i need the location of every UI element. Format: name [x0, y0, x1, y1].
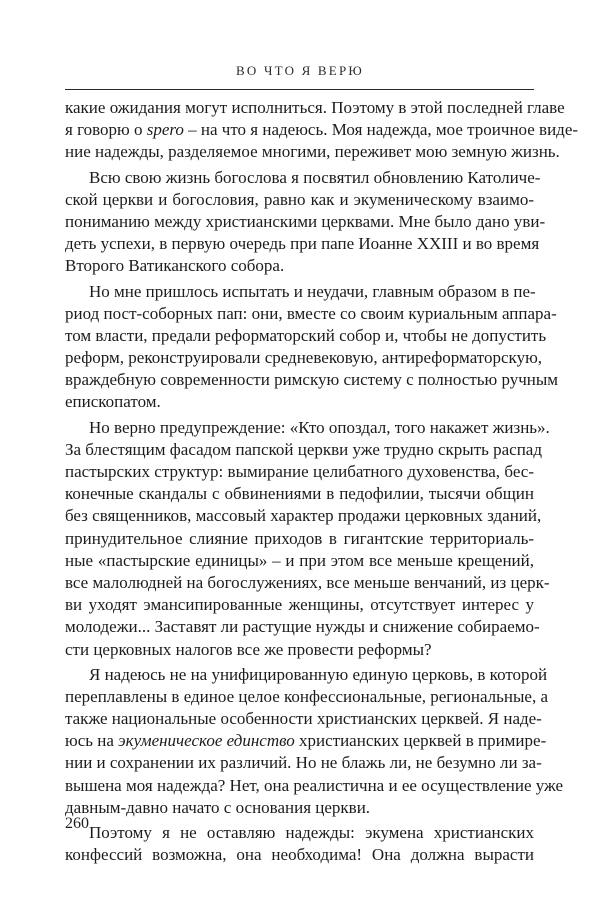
text-line: пониманию между христианскими церквами. Мне было дано уви- — [65, 211, 546, 231]
body-text — [65, 97, 579, 866]
running-head: ВО ЧТО Я ВЕРЮ — [236, 63, 364, 78]
text-line: конечные скандалы с обвинениями в педофилии, тысячи общин — [65, 484, 534, 504]
text-line: молодежи... Заставят ли растущие нужды и снижение собираемо- — [65, 617, 540, 637]
text-line: переплавлены в единое целое конфессиональные, региональные, а — [65, 686, 549, 706]
paragraph — [65, 281, 559, 414]
text-line: епископатом. — [65, 392, 161, 412]
text-line: Второго Ватиканского собора. — [65, 256, 285, 276]
text-line: нии и сохранении их различий. Но не блажь ли, не безумно ли за- — [65, 753, 542, 773]
text-line: ской церкви и богословия, равно как и экуменическому взаимо- — [65, 189, 534, 209]
text-line: том власти, предали реформаторский собор и, чтобы не допустить — [65, 325, 547, 345]
text-line: деть успехи, в первую очередь при папе Иоанне XXIII и во время — [65, 234, 540, 254]
text-line: без священников, массовый характер продажи церковных зданий, — [65, 506, 542, 526]
text-line: все малолюдней на богослужениях, все меньше венчаний, из церк- — [65, 572, 550, 592]
text-line: принудительное слияние приходов в гигантские территориаль- — [65, 528, 534, 548]
text-line: Но верно предупреждение: «Кто опоздал, того накажет жизнь». — [89, 417, 550, 437]
page-number: 260 — [65, 815, 89, 832]
text-line: Поэтому я не оставляю надежды: экумена христианских — [89, 823, 534, 842]
text-line: ние надежды, разделяемое многими, переживет мою земную жизнь. — [65, 142, 560, 162]
text-line: Всю свою жизнь богослова я посвятил обновлению Католиче- — [89, 167, 541, 187]
text-line: также национальные особенности христианских церквей. Я наде- — [65, 709, 542, 729]
text-line: враждебную современности римскую систему с полностью ручным — [65, 370, 559, 390]
text-line: Я надеюсь не на унифицированную единую церковь, в которой — [89, 664, 548, 684]
paragraph — [65, 167, 546, 278]
text-line: реформ, реконструировали средневековую, антиреформаторскую, — [65, 348, 543, 368]
text-line: какие ожидания могут исполниться. Поэтому в этой последней главе — [65, 98, 565, 117]
text-line: вышена моя надежда? Нет, она реалистична и ее осуществление уже — [65, 775, 564, 795]
paragraph — [65, 822, 534, 866]
text-line: риод пост-соборных пап: они, вместе со своим куриальным аппара- — [65, 303, 557, 323]
header-rule — [65, 89, 534, 90]
text-line: сти церковных налогов все же провести реформы? — [65, 639, 432, 659]
paragraph — [65, 417, 550, 661]
text-line: конфессий возможна, она необходима! Она должна вырасти — [65, 845, 534, 865]
text-line: ные «пастырские единицы» – и при этом все меньше крещений, — [65, 550, 534, 570]
text-line: Но мне пришлось испытать и неудачи, главным образом в пе- — [89, 281, 536, 301]
paragraph — [65, 664, 564, 819]
text-line: юсь на экуменическое единство христианских церквей в примире- — [65, 731, 547, 751]
text-line: я говорю о spero – на что я надеюсь. Моя надежда, мое троичное виде- — [65, 120, 579, 140]
emphasis: spero — [146, 120, 184, 140]
emphasis: экуменическое единство — [118, 731, 295, 751]
text-line: За блестящим фасадом папской церкви уже трудно скрыть распад — [65, 439, 543, 459]
text-line: пастырских структур: вымирание целибатного духовенства, бес- — [65, 462, 534, 481]
text-line: давным-давно начато с основания церкви. — [65, 797, 371, 817]
paragraph — [65, 97, 579, 164]
text-line: ви уходят эмансипированные женщины, отсутствует интерес у — [65, 595, 534, 615]
